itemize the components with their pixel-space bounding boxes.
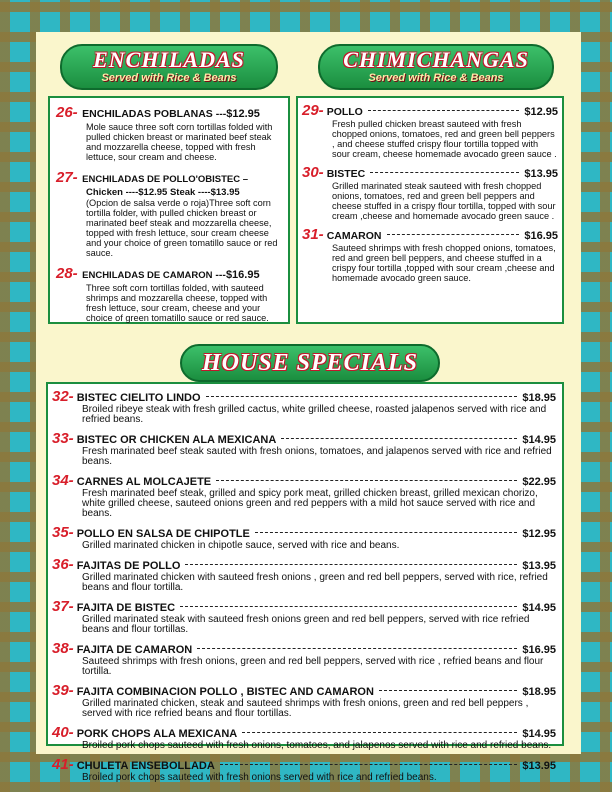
- item-name: CAMARON: [326, 230, 382, 242]
- item-price: $18.95: [522, 392, 556, 404]
- chimichangas-subtitle: Served with Rice & Beans: [368, 72, 504, 84]
- item-price: $14.95: [522, 602, 556, 614]
- item-number: 28-: [56, 265, 78, 282]
- menu-item: [302, 226, 558, 283]
- menu-item: [52, 556, 556, 593]
- item-description: Grilled marinated steak with sauteed fresh onions green and red bell peppers, served with rice refried beans and flour tortillas.: [82, 614, 530, 635]
- item-description: Fresh marinated beef steak, grilled and spicy pork meat, grilled chicken breast, grilled mexican chorizo, white grilled cheese, sauteed onions green and red peppers with a mild hot sauce served with rice and beans.: [82, 488, 538, 519]
- chimichangas-title: CHIMICHANGAS: [343, 47, 529, 72]
- item-number: 41-: [52, 756, 74, 773]
- menu-item: [302, 102, 558, 159]
- item-price: $16.95: [225, 269, 260, 281]
- menu-item: [56, 169, 284, 258]
- item-description: Grilled marinated steak sauteed with fresh chopped onions, tomatoes, red and green bell peppers and cheese stuffed in a crispy flour tortilla, topped with sour cream ,cheese and homemade avocado green sauce .: [332, 181, 556, 221]
- item-description: (Opcion de salsa verde o roja)Three soft corn tortilla folder, with pulled chicken breast or marinated beef steak and mozzarella cheese, topped with fresh lettuce, sour cream cheese and your choice of green tomatillo sauce or red sauce.: [86, 198, 278, 258]
- item-number: 35-: [52, 524, 74, 541]
- item-name: CARNES AL MOLCAJETE: [76, 476, 212, 488]
- item-name: POLLO: [326, 106, 363, 118]
- item-name: CHULETA ENSEBOLLADA: [76, 760, 215, 772]
- item-description: Sauteed shrimps with fresh onions, green and red bell peppers, served with rice , refried beans and flour tortilla.: [82, 656, 544, 677]
- item-description: Grilled marinated chicken with sauteed fresh onions , green and red bell peppers, served with rice, refried beans and flour tortilla.: [82, 572, 548, 593]
- menu-item: 26- ENCHILADAS POBLANAS ---$12.95 Mole sauce three soft corn tortillas folded with pulled chicken breast or marinated beef steak and mozzarella cheese, topped with fresh lettuce, sour cream and cheese.: [56, 104, 284, 162]
- item-description: Sauteed shrimps with fresh chopped onions, tomatoes, red and green bell peppers, and cheese stuffed in a crispy four tortilla ,topped with sour cream ,cheese and homemade avocado green sauce.: [332, 243, 556, 283]
- menu-item: [52, 524, 556, 551]
- item-price: $12.95: [522, 528, 556, 540]
- item-name: ENCHILADAS DE POLLO'OBISTEC –: [82, 174, 249, 185]
- item-name: BISTEC CIELITO LINDO: [76, 392, 201, 404]
- item-number: 26-: [56, 104, 78, 121]
- item-description: Fresh marinated beef steak sauted with fresh onions, tomatoes, and jalapenos served with rice and refried beans.: [82, 446, 552, 467]
- enchiladas-title: ENCHILADAS: [93, 47, 245, 72]
- menu-item: [52, 472, 556, 519]
- item-number: 40-: [52, 724, 74, 741]
- item-name: FAJITA DE BISTEC: [76, 602, 176, 614]
- item-number: 37-: [52, 598, 74, 615]
- house-specials-title: HOUSE SPECIALS: [201, 350, 419, 376]
- item-price: $13.95: [522, 760, 556, 772]
- item-description: Three soft corn tortillas folded, with sauteed shrimps and mozzarella cheese, topped with fresh lettuce, sour cream, cheese and your choice of green tomatillo sauce or red sauce.: [86, 283, 269, 323]
- item-price: $13.95: [522, 560, 556, 572]
- menu-item: [52, 640, 556, 677]
- menu-item: [302, 164, 558, 221]
- item-name: PORK CHOPS ALA MEXICANA: [76, 728, 238, 740]
- menu-item: [52, 682, 556, 719]
- house-specials-header: [180, 344, 440, 382]
- item-number: 34-: [52, 472, 74, 489]
- item-description: Mole sauce three soft corn tortillas folded with pulled chicken breast or marinated beef steak and mozzarella cheese, topped with fresh lettuce, sour cream and cheese.: [86, 122, 273, 162]
- menu-item: [52, 756, 556, 783]
- item-name: ENCHILADAS DE CAMARON: [82, 270, 213, 281]
- item-price: $12.95: [226, 108, 260, 120]
- item-description: Broiled ribeye steak with fresh grilled cactus, white grilled cheese, roasted jalapenos served with rice and refried beans.: [82, 404, 547, 425]
- item-number: 38-: [52, 640, 74, 657]
- item-number: 36-: [52, 556, 74, 573]
- item-name: BISTEC OR CHICKEN ALA MEXICANA: [76, 434, 277, 446]
- item-name: FAJITAS DE POLLO: [76, 560, 181, 572]
- item-number: 27-: [56, 169, 78, 186]
- chimichangas-box: [296, 96, 564, 324]
- item-number: 29-: [302, 102, 324, 119]
- house-specials-box: [46, 382, 564, 783]
- menu-item: [52, 724, 556, 751]
- enchiladas-header: [60, 44, 278, 90]
- item-description: Broiled pork chops sauteed with fresh onions, tomatoes, and jalapenos served with rice and refried beans.: [82, 740, 552, 751]
- item-name: BISTEC: [326, 168, 366, 180]
- item-name: FAJITA COMBINACION POLLO , BISTEC AND CAMARON: [76, 686, 374, 698]
- menu-item: [52, 388, 556, 425]
- item-price: $16.95: [524, 230, 558, 242]
- item-name: POLLO EN SALSA DE CHIPOTLE: [76, 528, 250, 540]
- item-description: Fresh pulled chicken breast sauteed with fresh chopped onions, tomatoes, red and green bell peppers , and cheese stuffed crispy flour tortilla topped with sour cream, cheese homemade avocado green sauce .: [332, 119, 557, 159]
- item-number: 32-: [52, 388, 74, 405]
- item-price: $12.95: [524, 106, 558, 118]
- enchiladas-subtitle: Served with Rice & Beans: [101, 72, 237, 84]
- item-description: Broiled pork chops sauteed with fresh onions served with rice and refried beans.: [82, 772, 437, 783]
- menu-item: 28- ENCHILADAS DE CAMARON ---$16.95 Three soft corn tortillas folded, with sauteed shrimps and mozzarella cheese, topped with fresh lettuce, sour cream, cheese and your choice of green tomatillo sauce or red sauce.: [56, 265, 284, 323]
- item-price: $14.95: [522, 434, 556, 446]
- chimichangas-header: [318, 44, 554, 90]
- item-description: Grilled marinated chicken in chipotle sauce, served with rice and beans.: [82, 540, 400, 551]
- item-number: 39-: [52, 682, 74, 699]
- item-price: $14.95: [522, 728, 556, 740]
- item-number: 31-: [302, 226, 324, 243]
- menu-item: [52, 430, 556, 467]
- item-number: 30-: [302, 164, 324, 181]
- item-price: $22.95: [522, 476, 556, 488]
- item-name: FAJITA DE CAMARON: [76, 644, 193, 656]
- item-number: 33-: [52, 430, 74, 447]
- item-price: $13.95: [524, 168, 558, 180]
- item-description: Grilled marinated chicken, steak and sauteed shrimps with fresh onions, green and red bell peppers , served with rice refried beans and flour tortillas.: [82, 698, 529, 719]
- item-price: $16.95: [522, 644, 556, 656]
- item-name: ENCHILADAS POBLANAS: [82, 108, 213, 120]
- enchiladas-box: [48, 96, 290, 324]
- item-price: $18.95: [522, 686, 556, 698]
- item-price: Chicken ----$12.95 Steak ----$13.95: [86, 187, 240, 198]
- menu-item: [52, 598, 556, 635]
